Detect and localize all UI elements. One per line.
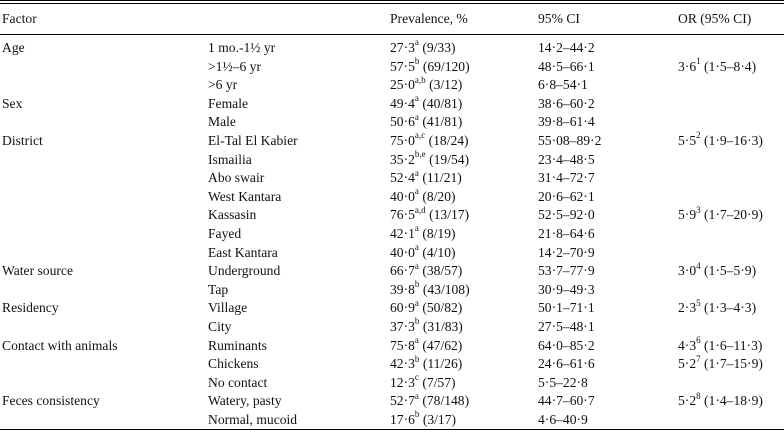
prevalence-value: 52·7 bbox=[390, 393, 415, 409]
cell-ci: 44·7–60·7 bbox=[538, 393, 595, 409]
cell-or bbox=[678, 336, 762, 355]
or-value: 3·6 bbox=[678, 58, 697, 74]
or-value: 5·5 bbox=[678, 133, 697, 148]
prevalence-count: (9/33) bbox=[418, 40, 456, 55]
header-rule bbox=[0, 34, 784, 35]
table-row bbox=[0, 243, 784, 262]
cell-level: No contact bbox=[208, 374, 268, 390]
cell-or bbox=[678, 261, 756, 280]
cell-or bbox=[678, 205, 763, 224]
cell-ci: 52·5–92·0 bbox=[538, 207, 595, 223]
prevalence-count: (11/21) bbox=[418, 170, 462, 186]
prevalence-superscript: b bbox=[414, 353, 420, 364]
prevalence-superscript: a bbox=[414, 186, 419, 197]
cell-prevalence bbox=[390, 354, 462, 373]
or-ci: (1·7–20·9) bbox=[700, 207, 763, 223]
or-value: 4·3 bbox=[678, 337, 697, 353]
cell-prevalence bbox=[390, 94, 462, 113]
cell-ci: 48·5–66·1 bbox=[538, 58, 595, 74]
prevalence-count: (78/148) bbox=[418, 393, 470, 409]
header-prevalence: Prevalence, % bbox=[390, 11, 468, 26]
cell-level: Female bbox=[208, 95, 249, 111]
prevalence-value: 40·0 bbox=[390, 188, 415, 204]
prevalence-count: (8/20) bbox=[418, 188, 456, 204]
prevalence-superscript: b bbox=[414, 409, 420, 420]
cell-level: Watery, pasty bbox=[208, 393, 282, 409]
prevalence-value: 49·4 bbox=[390, 95, 415, 111]
or-superscript: 7 bbox=[696, 353, 701, 364]
prevalence-value: 52·4 bbox=[390, 170, 415, 186]
cell-ci: 14·2–44·2 bbox=[538, 40, 595, 55]
table-row bbox=[0, 187, 784, 206]
cell-level: Abo swair bbox=[208, 170, 265, 186]
cell-level: Ismailia bbox=[208, 151, 252, 167]
cell-or bbox=[678, 354, 763, 373]
cell-prevalence bbox=[390, 205, 469, 224]
prevalence-superscript: c bbox=[414, 372, 419, 383]
prevalence-superscript: b,e bbox=[414, 149, 426, 160]
prevalence-value: 17·6 bbox=[390, 412, 415, 427]
or-superscript: 5 bbox=[696, 297, 701, 308]
prevalence-value: 12·3 bbox=[390, 374, 415, 390]
prevalence-superscript: a,d bbox=[414, 204, 426, 215]
table-row bbox=[0, 57, 784, 76]
or-ci: (1·3–4·3) bbox=[700, 300, 757, 316]
cell-factor: Water source bbox=[2, 263, 73, 279]
cell-prevalence bbox=[390, 38, 456, 57]
table-row bbox=[0, 261, 784, 280]
prevalence-count: (4/10) bbox=[418, 244, 456, 260]
cell-or bbox=[678, 57, 756, 76]
prevalence-count: (13/17) bbox=[425, 207, 470, 223]
cell-level: El-Tal El Kabier bbox=[208, 133, 298, 148]
prevalence-count: (40/81) bbox=[418, 95, 463, 111]
cell-prevalence bbox=[390, 75, 462, 94]
cell-prevalence bbox=[390, 131, 469, 150]
cell-prevalence bbox=[390, 336, 462, 355]
table-row bbox=[0, 317, 784, 336]
or-superscript: 1 bbox=[696, 56, 701, 67]
prevalence-superscript: a bbox=[414, 223, 419, 234]
cell-level: Village bbox=[208, 300, 248, 316]
cell-factor: District bbox=[2, 133, 43, 148]
prevalence-value: 75·0 bbox=[390, 133, 415, 148]
or-superscript: 3 bbox=[696, 204, 701, 215]
header-ci: 95% CI bbox=[538, 11, 580, 26]
or-ci: (1·4–18·9) bbox=[700, 393, 763, 409]
prevalence-value: 25·0 bbox=[390, 77, 415, 93]
bottom-rule bbox=[0, 429, 784, 430]
prevalence-superscript: a bbox=[414, 167, 419, 178]
cell-prevalence bbox=[390, 187, 456, 206]
prevalence-count: (11/26) bbox=[419, 356, 463, 372]
cell-ci: 14·2–70·9 bbox=[538, 244, 595, 260]
table-row bbox=[0, 298, 784, 317]
prevalence-superscript: a bbox=[414, 93, 419, 104]
cell-level: West Kantara bbox=[208, 188, 282, 204]
cell-or bbox=[678, 391, 763, 410]
cell-level: Chickens bbox=[208, 356, 259, 372]
cell-prevalence bbox=[390, 224, 456, 243]
prevalence-value: 66·7 bbox=[390, 263, 415, 279]
prevalence-superscript: a bbox=[414, 111, 419, 122]
table-row bbox=[0, 280, 784, 299]
table-row bbox=[0, 373, 784, 392]
or-superscript: 4 bbox=[696, 260, 701, 271]
cell-factor: Residency bbox=[2, 300, 59, 316]
cell-ci: 39·8–61·4 bbox=[538, 114, 595, 130]
header-factor: Factor bbox=[2, 11, 37, 26]
table-row bbox=[0, 168, 784, 187]
cell-factor: Sex bbox=[2, 95, 23, 111]
cell-level: Normal, mucoid bbox=[208, 412, 298, 427]
prevalence-superscript: a bbox=[414, 297, 419, 308]
or-superscript: 8 bbox=[696, 390, 701, 401]
header-row bbox=[0, 9, 784, 28]
prevalence-superscript: b bbox=[414, 56, 420, 67]
prevalence-superscript: b bbox=[414, 279, 420, 290]
prevalence-value: 60·9 bbox=[390, 300, 415, 316]
prevalence-count: (47/62) bbox=[418, 337, 463, 353]
cell-prevalence bbox=[390, 243, 456, 262]
table-row bbox=[0, 391, 784, 410]
cell-prevalence bbox=[390, 373, 456, 392]
prevalence-count: (8/19) bbox=[418, 226, 456, 241]
or-value: 5·2 bbox=[678, 393, 697, 409]
cell-prevalence bbox=[390, 410, 456, 429]
cell-ci: 21·8–64·6 bbox=[538, 226, 595, 241]
cell-level: >1½–6 yr bbox=[208, 58, 261, 74]
prevalence-value: 40·0 bbox=[390, 244, 415, 260]
prevalence-value: 37·3 bbox=[390, 319, 415, 334]
top-rule-double bbox=[0, 3, 784, 4]
or-superscript: 6 bbox=[696, 335, 701, 346]
table-row bbox=[0, 131, 784, 150]
cell-or bbox=[678, 131, 763, 150]
or-ci: (1·7–15·9) bbox=[700, 356, 763, 372]
cell-factor: Contact with animals bbox=[2, 337, 118, 353]
cell-ci: 6·8–54·1 bbox=[538, 77, 588, 93]
or-ci: (1·6–11·3) bbox=[700, 337, 763, 353]
prevalence-count: (18/24) bbox=[425, 133, 469, 148]
table-row bbox=[0, 94, 784, 113]
cell-prevalence bbox=[390, 112, 462, 131]
table-row bbox=[0, 354, 784, 373]
table-row bbox=[0, 205, 784, 224]
prevalence-value: 42·3 bbox=[390, 356, 415, 372]
prevalence-superscript: a bbox=[414, 390, 419, 401]
cell-ci: 30·9–49·3 bbox=[538, 281, 595, 297]
cell-prevalence bbox=[390, 317, 463, 336]
prevalence-value: 42·1 bbox=[390, 226, 415, 241]
cell-ci: 31·4–72·7 bbox=[538, 170, 595, 186]
cell-ci: 38·6–60·2 bbox=[538, 95, 595, 111]
cell-level: City bbox=[208, 319, 232, 334]
cell-ci: 55·08–89·2 bbox=[538, 133, 602, 148]
prevalence-value: 50·6 bbox=[390, 114, 415, 130]
prevalence-value: 75·8 bbox=[390, 337, 415, 353]
cell-level: Fayed bbox=[208, 226, 242, 241]
prevalence-count: (41/81) bbox=[418, 114, 463, 130]
cell-level: >6 yr bbox=[208, 77, 238, 93]
cell-level: Tap bbox=[208, 281, 229, 297]
prevalence-count: (31/83) bbox=[419, 319, 463, 334]
cell-ci: 64·0–85·2 bbox=[538, 337, 595, 353]
prevalence-count: (50/82) bbox=[418, 300, 463, 316]
cell-ci: 23·4–48·5 bbox=[538, 151, 595, 167]
prevalence-superscript: a,b bbox=[414, 74, 426, 85]
cell-or bbox=[678, 298, 756, 317]
table-row bbox=[0, 112, 784, 131]
cell-ci: 4·6–40·9 bbox=[538, 412, 588, 427]
prevalence-value: 27·3 bbox=[390, 40, 415, 55]
cell-level: Ruminants bbox=[208, 337, 267, 353]
prevalence-value: 35·2 bbox=[390, 151, 415, 167]
cell-level: Underground bbox=[208, 263, 281, 279]
or-ci: (1·5–5·9) bbox=[700, 263, 757, 279]
cell-ci: 5·5–22·8 bbox=[538, 374, 588, 390]
cell-ci: 24·6–61·6 bbox=[538, 356, 595, 372]
prevalence-value: 39·8 bbox=[390, 281, 415, 297]
or-value: 5·9 bbox=[678, 207, 697, 223]
prevalence-count: (38/57) bbox=[418, 263, 463, 279]
cell-prevalence bbox=[390, 298, 462, 317]
header-or: OR (95% CI) bbox=[678, 11, 752, 26]
cell-ci: 53·7–77·9 bbox=[538, 263, 595, 279]
table-row bbox=[0, 75, 784, 94]
table-row bbox=[0, 336, 784, 355]
cell-ci: 20·6–62·1 bbox=[538, 188, 595, 204]
cell-prevalence bbox=[390, 391, 469, 410]
prevalence-value: 76·5 bbox=[390, 207, 415, 223]
cell-level: 1 mo.-1½ yr bbox=[208, 40, 276, 55]
prevalence-count: (3/12) bbox=[425, 77, 463, 93]
or-value: 5·2 bbox=[678, 356, 697, 372]
table-row bbox=[0, 150, 784, 169]
prevalence-superscript: a bbox=[414, 242, 419, 253]
cell-prevalence bbox=[390, 150, 469, 169]
cell-prevalence bbox=[390, 280, 470, 299]
cell-factor: Feces consistency bbox=[2, 393, 100, 409]
prevalence-value: 57·5 bbox=[390, 58, 415, 74]
prevalence-count: (7/57) bbox=[418, 374, 456, 390]
prevalence-count: (69/120) bbox=[419, 58, 470, 74]
prevalence-count: (43/108) bbox=[419, 281, 470, 297]
prevalence-superscript: a bbox=[414, 335, 419, 346]
or-value: 3·0 bbox=[678, 263, 697, 279]
cell-prevalence bbox=[390, 57, 470, 76]
cell-level: East Kantara bbox=[208, 244, 278, 260]
or-value: 2·3 bbox=[678, 300, 697, 316]
prevalence-count: (19/54) bbox=[425, 151, 470, 167]
cell-factor: Age bbox=[2, 40, 25, 55]
top-rule bbox=[0, 0, 784, 1]
table-row bbox=[0, 410, 784, 429]
table-row bbox=[0, 224, 784, 243]
prevalence-superscript: a bbox=[414, 37, 419, 48]
cell-ci: 27·5–48·1 bbox=[538, 319, 595, 334]
cell-level: Kassasin bbox=[208, 207, 257, 223]
cell-prevalence bbox=[390, 261, 462, 280]
prevalence-superscript: a bbox=[414, 260, 419, 271]
prevalence-superscript: b bbox=[414, 316, 420, 327]
cell-prevalence bbox=[390, 168, 462, 187]
prevalence-count: (3/17) bbox=[419, 412, 457, 427]
or-superscript: 2 bbox=[696, 130, 701, 141]
or-ci: (1·9–16·3) bbox=[700, 133, 763, 148]
cell-ci: 50·1–71·1 bbox=[538, 300, 595, 316]
or-ci: (1·5–8·4) bbox=[700, 58, 757, 74]
prevalence-superscript: a,c bbox=[414, 130, 426, 141]
cell-level: Male bbox=[208, 114, 236, 130]
table-row bbox=[0, 38, 784, 57]
